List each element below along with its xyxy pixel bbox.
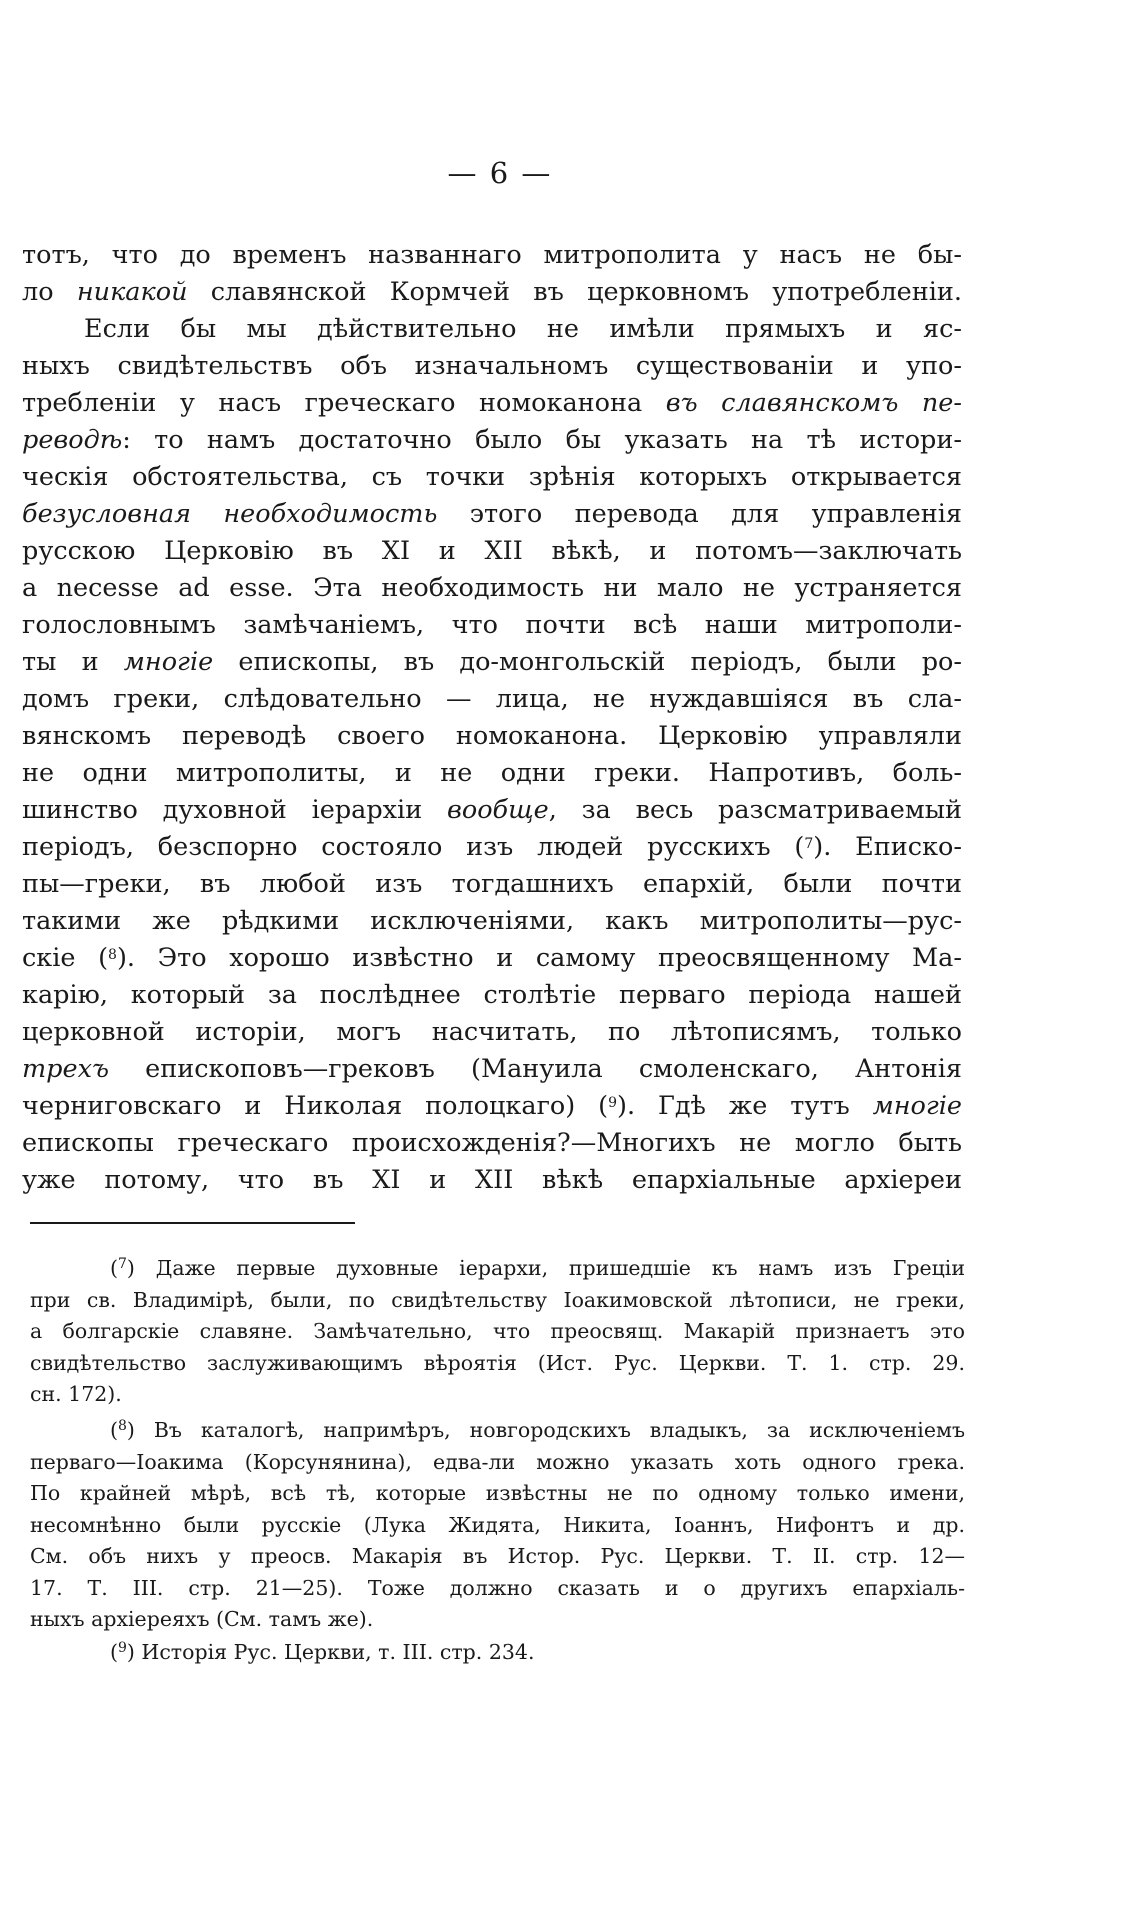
footnote-line: ныхъ архіереяхъ (См. тамъ же). [30,1607,374,1631]
footnote-7 [30,1253,965,1411]
text-line: скіе ($^8$). Это хорошо извѣстно и самому преосвященному Ма- [22,943,962,973]
text-line: реводѣ: то намъ достаточно было бы указать на тѣ истори- [22,425,962,455]
footnote-line: ($^7$) Даже первые духовные іерархи, пришедшіе къ намъ изъ Греціи [110,1256,965,1280]
footnote-9 [30,1637,965,1669]
footnote-line: при св. Владимірѣ, были, по свидѣтельству Іоакимовской лѣтописи, не греки, [30,1287,965,1312]
footnote-line: См. объ нихъ у преосв. Макарія въ Истор. Рус. Церкви. Т. II. стр. 12— [30,1544,965,1568]
text-line: Если бы мы дѣйствительно не имѣли прямыхъ и яс- [84,314,962,344]
text-line: пы—греки, въ любой изъ тогдашнихъ епархій, были почти [22,869,962,899]
footnote-line: перваго—Іоакима (Корсунянина), едва-ли можно указать хоть одного грека. [30,1449,965,1474]
text-line: такими же рѣдкими исключеніями, какъ митрополиты—рус- [22,906,962,936]
footnote-line: 17. Т. III. стр. 21—25). Тоже должно сказать и о другихъ епархіаль- [30,1575,965,1600]
footnote-separator [30,1222,355,1224]
text-line: трехъ епископовъ—грековъ (Мануила смоленскаго, Антонія [22,1054,962,1084]
text-line: голословнымъ замѣчаніемъ, что почти всѣ наши митрополи- [22,610,962,640]
text-line: русскою Церковію въ XI и XII вѣкѣ, и потомъ—заключать [22,536,962,566]
text-line: вянскомъ переводѣ своего номоканона. Церковію управляли [22,721,962,751]
text-line: ло никакой славянской Кормчей въ церковномъ употребленіи. [22,277,962,307]
text-line: домъ греки, слѣдовательно — лица, не нуждавшіяся въ сла- [22,684,962,714]
text-line: церковной исторіи, могъ насчитать, по лѣтописямъ, только [22,1017,962,1047]
text-line: уже потому, что въ XI и XII вѣкѣ епархіальные архіереи [22,1165,962,1195]
footnote-line: ($^8$) Въ каталогѣ, напримѣръ, новгородскихъ владыкъ, за исключеніемъ [110,1418,965,1442]
footnote-line: несомнѣнно были русскіе (Лука Жидята, Никита, Іоаннъ, Нифонтъ и др. [30,1512,965,1537]
text-line: не одни митрополиты, и не одни греки. Напротивъ, боль- [22,758,962,788]
text-line: ты и многіе епископы, въ до-монгольскій періодъ, были ро- [22,647,962,677]
footnote-line: сн. 172). [30,1382,122,1406]
text-line: требленіи у насъ греческаго номоканона въ славянскомъ пе- [22,388,962,418]
page-number: — 6 — [447,156,553,190]
footnote-8 [30,1415,965,1636]
text-line: шинство духовной іерархіи вообще, за весь разсматриваемый [22,795,962,825]
footnote-line: По крайней мѣрѣ, всѣ тѣ, которые извѣстны не по одному только имени, [30,1481,965,1505]
text-line: безусловная необходимость этого перевода для управленія [22,499,962,529]
text-line: періодъ, безспорно состояло изъ людей русскихъ ($^7$). Еписко- [22,832,962,862]
text-line: епископы греческаго происхожденія?—Многихъ не могло быть [22,1128,962,1158]
text-line: тотъ, что до временъ названнаго митрополита у насъ не бы- [22,240,962,270]
footnote-line: ($^9$) Исторія Рус. Церкви, т. III. стр. 234. [110,1640,535,1664]
text-line: a necesse ad esse. Эта необходимость ни мало не устраняется [22,573,962,603]
text-line: карію, который за послѣднее столѣтіе перваго періода нашей [22,980,962,1010]
text-line: ныхъ свидѣтельствъ объ изначальномъ существованіи и упо- [22,351,962,381]
footnote-line: свидѣтельство заслуживающимъ вѣроятія (Ист. Рус. Церкви. Т. 1. стр. 29. [30,1350,965,1375]
text-line: черниговскаго и Николая полоцкаго) ($^9$). Гдѣ же тутъ многіе [22,1091,962,1121]
footnote-line: а болгарскіе славяне. Замѣчательно, что преосвящ. Макарій признаетъ это [30,1319,965,1343]
text-line: ческія обстоятельства, съ точки зрѣнія которыхъ открывается [22,462,962,492]
main-text [22,237,962,1199]
